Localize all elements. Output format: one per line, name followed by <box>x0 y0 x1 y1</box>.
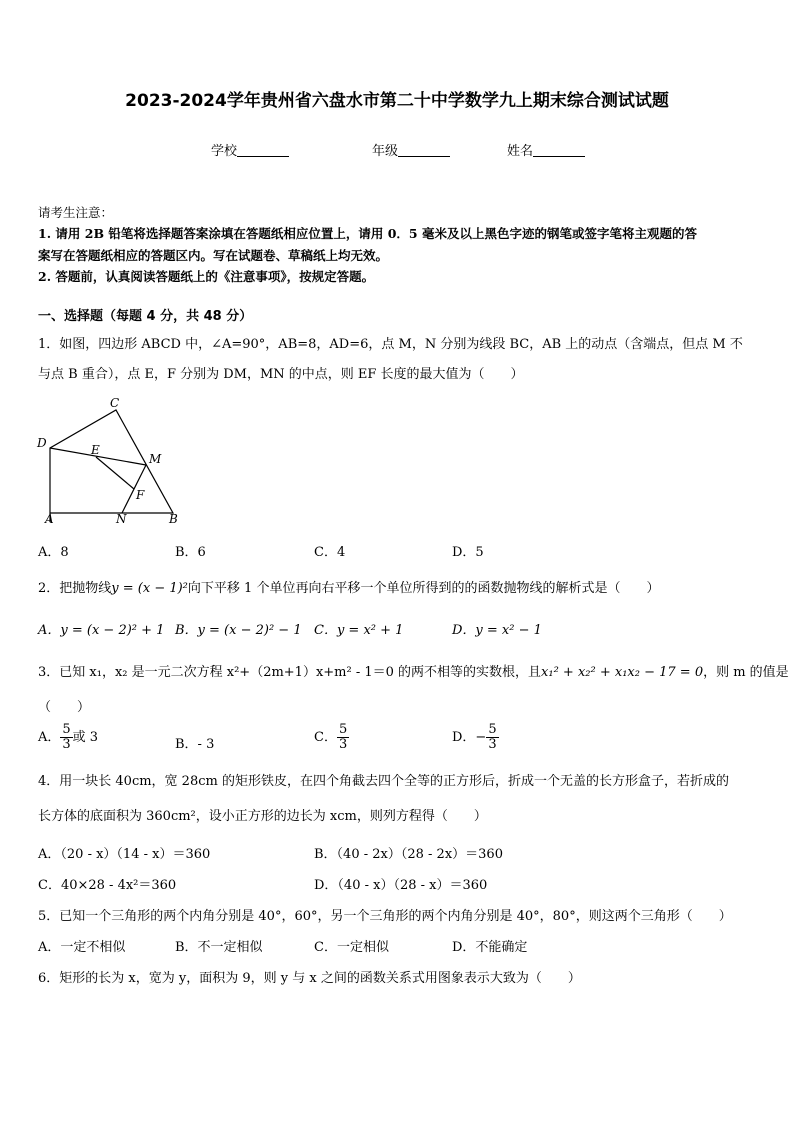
q3-option-c-fraction <box>337 723 349 752</box>
q3-option-a-prefix: A． <box>38 730 61 745</box>
label-c: C <box>110 396 120 410</box>
q1-line2: 与点 B 重合），点 E，F 分别为 DM，MN 的中点，则 EF 长度的最大值为（ ） <box>38 367 524 382</box>
grade-label: 年级 <box>372 144 399 159</box>
name-field <box>507 140 585 159</box>
q4-line1: 4．用一块长 40cm，宽 28cm 的矩形铁皮，在四个角截去四个全等的正方形后，折成一个无盖的长方形盒子，若折成的 <box>38 774 729 789</box>
label-f: F <box>136 488 145 502</box>
q2-option-d[interactable]: D．y = x² − 1 <box>452 623 542 638</box>
q3-option-a-numerator: 5 <box>62 722 71 737</box>
q4-option-a[interactable]: A．（20 - x）（14 - x）＝360 <box>38 847 211 862</box>
q2-suffix: 向下平移 1 个单位再向右平移一个单位所得到的的函数抛物线的解析式是（ ） <box>187 581 660 596</box>
name-blank <box>533 144 585 157</box>
q3-option-d-denominator: 3 <box>488 737 497 752</box>
q2-option-c[interactable]: C．y = x² + 1 <box>314 623 404 638</box>
q6-line1: 6．矩形的长为 x，宽为 y，面积为 9，则 y 与 x 之间的函数关系式用图象表示大致为（ ） <box>38 971 581 986</box>
q3-option-b[interactable]: B．- 3 <box>175 737 215 752</box>
q5-option-c[interactable]: C．一定相似 <box>314 940 389 955</box>
q3-option-d-fraction <box>486 723 498 752</box>
q1-option-c[interactable]: C．4 <box>314 545 346 560</box>
q4-line2: 长方体的底面积为 360cm²，设小正方形的边长为 xcm，则列方程得（ ） <box>38 809 487 824</box>
q3-line2: （ ） <box>38 700 91 715</box>
name-label: 姓名 <box>507 144 534 159</box>
label-m: M <box>149 452 162 466</box>
quadrilateral-abcd <box>50 410 173 522</box>
q3-stem-b: ，则 m 的值是 <box>703 665 789 680</box>
label-d: D <box>37 436 47 450</box>
q4-option-d[interactable]: D．（40 - x）（28 - x）＝360 <box>314 878 488 893</box>
q4-option-b[interactable]: B．（40 - 2x）（28 - 2x）＝360 <box>314 847 503 862</box>
q3-option-a-fraction <box>60 723 72 752</box>
q2-option-a[interactable]: A．y = (x − 2)² + 1 <box>38 623 165 638</box>
q1-option-d[interactable]: D．5 <box>452 545 484 560</box>
notice-heading: 请考生注意： <box>38 205 114 220</box>
q3-option-c-denominator: 3 <box>338 737 348 752</box>
q2-prefix: 2．把抛物线 <box>38 581 112 596</box>
q3-stem <box>38 661 789 680</box>
q3-option-c-numerator: 5 <box>338 722 348 737</box>
q1-option-a[interactable]: A．8 <box>38 545 69 560</box>
q3-option-d-prefix: D．− <box>452 730 487 745</box>
label-b: B <box>169 512 178 526</box>
notice-item1-line2: 案写在答题纸相应的答题区内。写在试题卷、草稿纸上均无效。 <box>38 248 389 263</box>
q4-option-c[interactable]: C．40×28 - 4x²＝360 <box>38 878 177 893</box>
q5-option-d[interactable]: D．不能确定 <box>452 940 528 955</box>
q1-option-b[interactable]: B．6 <box>175 545 206 560</box>
q2-stem <box>38 577 659 596</box>
q3-stem-a: 3．已知 x₁，x₂ 是一元二次方程 x²+（2m+1）x+m² - 1＝0 的两不相等的实数根，且 <box>38 665 542 680</box>
q3-option-d-numerator: 5 <box>488 722 497 737</box>
q3-option-a-denominator: 3 <box>62 737 71 752</box>
q2-option-b[interactable]: B．y = (x − 2)² − 1 <box>175 623 302 638</box>
label-e: E <box>91 443 100 457</box>
q3-condition: x₁² + x₂² + x₁x₂ − 17 = 0 <box>541 665 704 680</box>
grade-blank <box>398 144 450 157</box>
school-field <box>211 140 289 159</box>
label-n: N <box>116 512 127 526</box>
q5-option-a[interactable]: A．一定不相似 <box>38 940 126 955</box>
q3-option-a-suffix: 或 3 <box>72 730 99 745</box>
q3-option-a[interactable] <box>38 723 98 752</box>
school-label: 学校 <box>211 144 238 159</box>
page-title: 2023-2024学年贵州省六盘水市第二十中学数学九上期末综合测试试题 <box>125 91 669 111</box>
notice-item1-line1: 1. 请用 2B 铅笔将选择题答案涂填在答题纸相应位置上，请用 0．5 毫米及以上黑色字迹的钢笔或签字笔将主观题的答 <box>38 226 697 241</box>
q3-option-d[interactable] <box>452 723 499 752</box>
q1-line1: 1．如图，四边形 ABCD 中，∠A=90°，AB=8，AD=6，点 M，N 分别为线段 BC，AB 上的动点（含端点，但点 M 不 <box>38 337 743 352</box>
q2-expression: y = (x − 1)² <box>111 581 188 596</box>
q1-figure <box>30 390 190 530</box>
grade-field <box>372 140 450 159</box>
q5-option-b[interactable]: B．不一定相似 <box>175 940 263 955</box>
q5-line1: 5．已知一个三角形的两个内角分别是 40°，60°，另一个三角形的两个内角分别是 40°，80°，则这两个三角形（ ） <box>38 909 732 924</box>
label-a: A <box>45 512 54 526</box>
q3-option-c[interactable] <box>314 723 349 752</box>
notice-item2: 2. 答题前，认真阅读答题纸上的《注意事项》，按规定答题。 <box>38 269 375 284</box>
school-blank <box>237 144 289 157</box>
q3-option-c-prefix: C． <box>314 730 337 745</box>
section-heading: 一、选择题（每题 4 分，共 48 分） <box>38 309 253 324</box>
